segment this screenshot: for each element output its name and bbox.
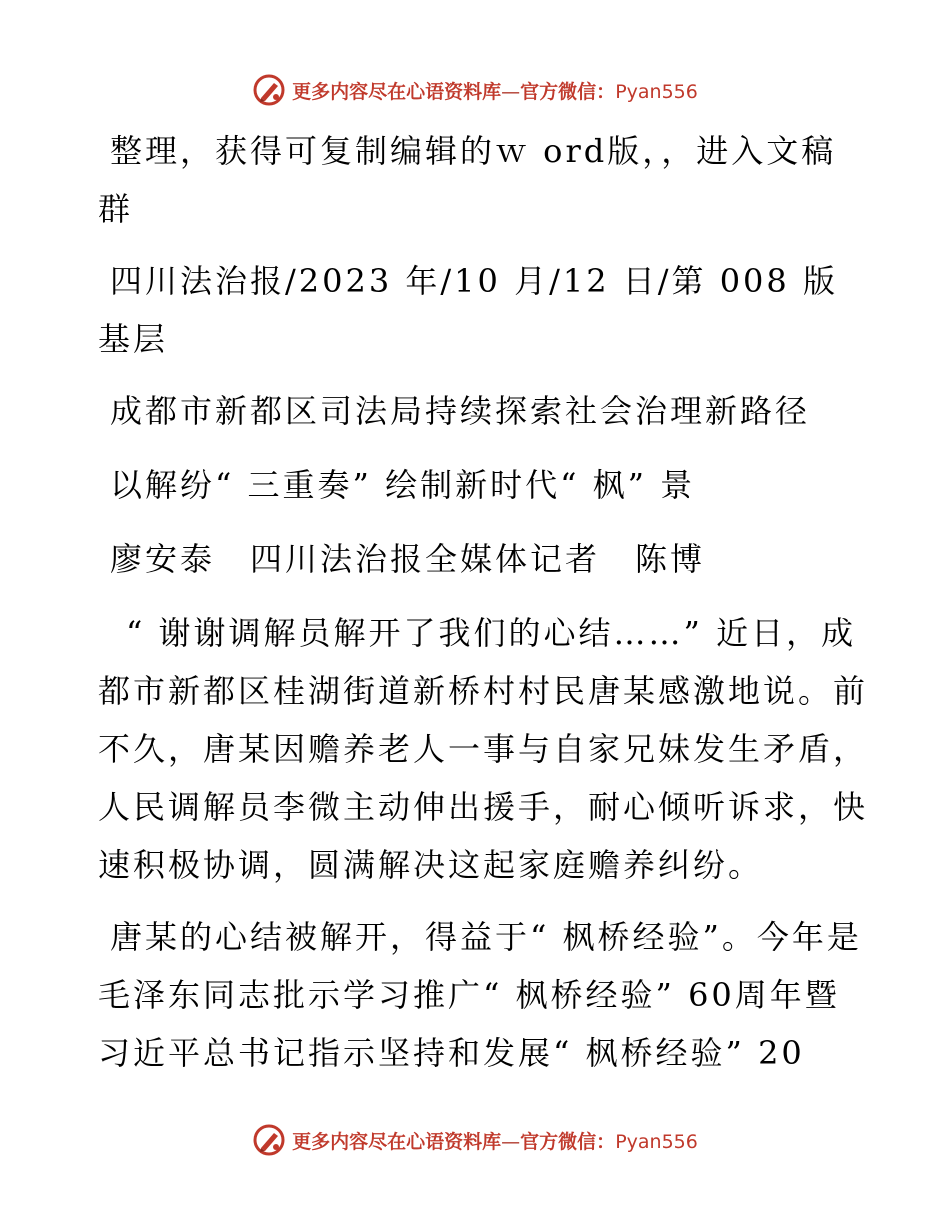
article-kicker: 成都市新都区司法局持续探索社会治理新路径: [110, 392, 811, 430]
watermark-separator: —: [501, 1130, 521, 1153]
watermark-wechat-id: Pyan556: [615, 1130, 698, 1153]
pen-seal-icon: [252, 1123, 286, 1157]
article-byline: 廖安泰 四川法治报全媒体记者 陈博: [110, 540, 706, 578]
watermark-site-text: 更多内容尽在心语资料库: [292, 80, 502, 103]
watermark-wechat-id: Pyan556: [615, 80, 698, 103]
intro-line: 整理，获得可复制编辑的ｗ ord版，，进入文稿群: [98, 132, 837, 228]
watermark-site-text: 更多内容尽在心语资料库: [292, 1130, 502, 1153]
watermark-label: 官方微信：: [520, 80, 616, 103]
watermark-group: [252, 73, 698, 107]
watermark-group: [252, 1123, 698, 1157]
watermark-text: [292, 77, 698, 104]
watermark-label: 官方微信：: [520, 1130, 616, 1153]
watermark-text: [292, 1127, 698, 1154]
body-paragraph: “ 谢谢调解员解开了我们的心结……” 近日，成都市新都区桂湖街道新桥村村民唐某感激地说。前不久，唐某因赡养老人一事与自家兄妹发生矛盾，人民调解员李微主动伸出援手，耐心倾听诉求，快速积极协调，圆满解决这起家庭赡养纠纷。: [98, 614, 869, 884]
body-paragraph: 唐某的心结被解开，得益于“ 枫桥经验”。今年是毛泽东同志批示学习推广“ 枫桥经验” 60周年暨习近平总书记指示坚持和发展“ 枫桥经验” 20: [98, 918, 862, 1072]
watermark-separator: —: [501, 80, 521, 103]
document-body: [98, 122, 868, 1096]
header-watermark: [0, 70, 950, 110]
source-line: 四川法治报/2023 年/10 月/12 日/第 008 版基层: [98, 262, 838, 358]
article-title: 以解纷“ 三重奏” 绘制新时代“ 枫” 景: [110, 466, 696, 504]
pen-seal-icon: [252, 73, 286, 107]
footer-watermark: [0, 1120, 950, 1160]
